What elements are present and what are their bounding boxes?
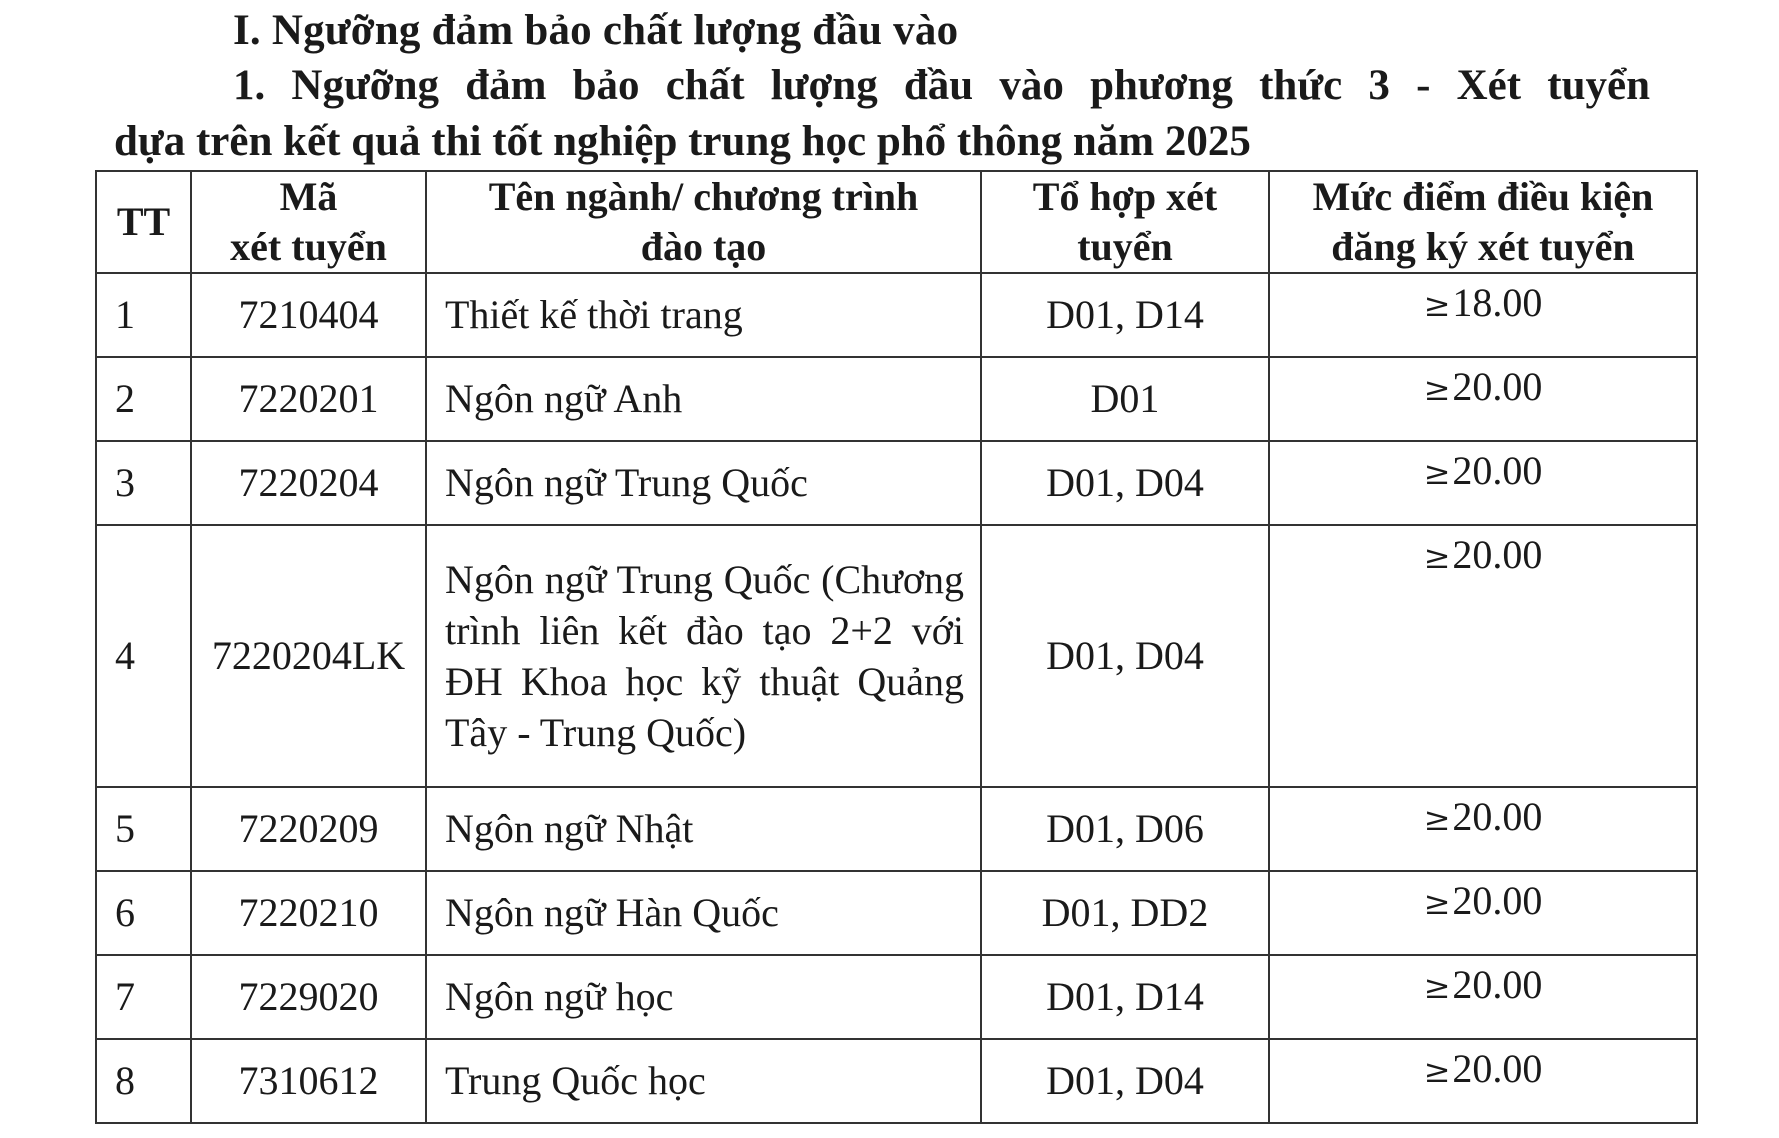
ge-symbol: ≥ bbox=[1423, 286, 1451, 324]
cell-tt: 1 bbox=[96, 273, 191, 357]
ge-symbol: ≥ bbox=[1423, 800, 1451, 838]
cell-score: ≥20.00 bbox=[1269, 955, 1697, 1039]
cell-tt: 5 bbox=[96, 787, 191, 871]
admission-threshold-table bbox=[95, 170, 1698, 1124]
cell-combo: D01, D04 bbox=[981, 1039, 1269, 1123]
header-combo: Tổ hợp xét tuyển bbox=[981, 171, 1269, 273]
cell-tt: 7 bbox=[96, 955, 191, 1039]
cell-tt: 6 bbox=[96, 871, 191, 955]
cell-combo: D01, D14 bbox=[981, 955, 1269, 1039]
cell-code: 7229020 bbox=[191, 955, 426, 1039]
cell-score: ≥20.00 bbox=[1269, 871, 1697, 955]
ge-symbol: ≥ bbox=[1423, 1052, 1451, 1090]
section-heading: I. Ngưỡng đảm bảo chất lượng đầu vào bbox=[233, 7, 959, 54]
table-row bbox=[96, 441, 1697, 525]
cell-name: Thiết kế thời trang bbox=[426, 273, 981, 357]
cell-combo: D01 bbox=[981, 357, 1269, 441]
cell-combo: D01, D04 bbox=[981, 441, 1269, 525]
cell-score: ≥20.00 bbox=[1269, 441, 1697, 525]
table-row bbox=[96, 1039, 1697, 1123]
cell-tt: 4 bbox=[96, 525, 191, 787]
cell-code: 7220209 bbox=[191, 787, 426, 871]
cell-score: ≥20.00 bbox=[1269, 525, 1697, 787]
cell-code: 7310612 bbox=[191, 1039, 426, 1123]
ge-symbol: ≥ bbox=[1423, 454, 1451, 492]
cell-combo: D01, D14 bbox=[981, 273, 1269, 357]
table-row bbox=[96, 525, 1697, 787]
header-code: Mã xét tuyển bbox=[191, 171, 426, 273]
table-header-row bbox=[96, 171, 1697, 273]
ge-symbol: ≥ bbox=[1423, 370, 1451, 408]
ge-symbol: ≥ bbox=[1423, 884, 1451, 922]
cell-tt: 3 bbox=[96, 441, 191, 525]
cell-name: Ngôn ngữ Trung Quốc (Chương trình liên kết đào tạo 2+2 với ĐH Khoa học kỹ thuật Quảng Tây - Trung Quốc) bbox=[426, 525, 981, 787]
subsection-heading bbox=[114, 58, 1650, 170]
cell-name: Ngôn ngữ học bbox=[426, 955, 981, 1039]
header-score: Mức điểm điều kiện đăng ký xét tuyển bbox=[1269, 171, 1697, 273]
cell-score: ≥20.00 bbox=[1269, 787, 1697, 871]
cell-name: Ngôn ngữ Trung Quốc bbox=[426, 441, 981, 525]
cell-name: Trung Quốc học bbox=[426, 1039, 981, 1123]
cell-name: Ngôn ngữ Anh bbox=[426, 357, 981, 441]
cell-combo: D01, DD2 bbox=[981, 871, 1269, 955]
table-row bbox=[96, 871, 1697, 955]
cell-name: Ngôn ngữ Hàn Quốc bbox=[426, 871, 981, 955]
ge-symbol: ≥ bbox=[1423, 968, 1451, 1006]
table-row bbox=[96, 357, 1697, 441]
cell-score: ≥20.00 bbox=[1269, 1039, 1697, 1123]
cell-combo: D01, D06 bbox=[981, 787, 1269, 871]
cell-code: 7220201 bbox=[191, 357, 426, 441]
cell-tt: 2 bbox=[96, 357, 191, 441]
cell-name: Ngôn ngữ Nhật bbox=[426, 787, 981, 871]
subsection-heading-line-1: 1. Ngưỡng đảm bảo chất lượng đầu vào phương thức 3 - Xét tuyển bbox=[233, 62, 1650, 109]
cell-code: 7210404 bbox=[191, 273, 426, 357]
ge-symbol: ≥ bbox=[1423, 538, 1451, 576]
header-name: Tên ngành/ chương trình đào tạo bbox=[426, 171, 981, 273]
table-row bbox=[96, 955, 1697, 1039]
cell-code: 7220204LK bbox=[191, 525, 426, 787]
table-row bbox=[96, 273, 1697, 357]
cell-code: 7220204 bbox=[191, 441, 426, 525]
cell-combo: D01, D04 bbox=[981, 525, 1269, 787]
cell-score: ≥20.00 bbox=[1269, 357, 1697, 441]
cell-tt: 8 bbox=[96, 1039, 191, 1123]
subsection-heading-line-2: dựa trên kết quả thi tốt nghiệp trung học phổ thông năm 2025 bbox=[114, 118, 1251, 165]
cell-code: 7220210 bbox=[191, 871, 426, 955]
cell-score: ≥18.00 bbox=[1269, 273, 1697, 357]
header-tt: TT bbox=[96, 171, 191, 273]
table-row bbox=[96, 787, 1697, 871]
